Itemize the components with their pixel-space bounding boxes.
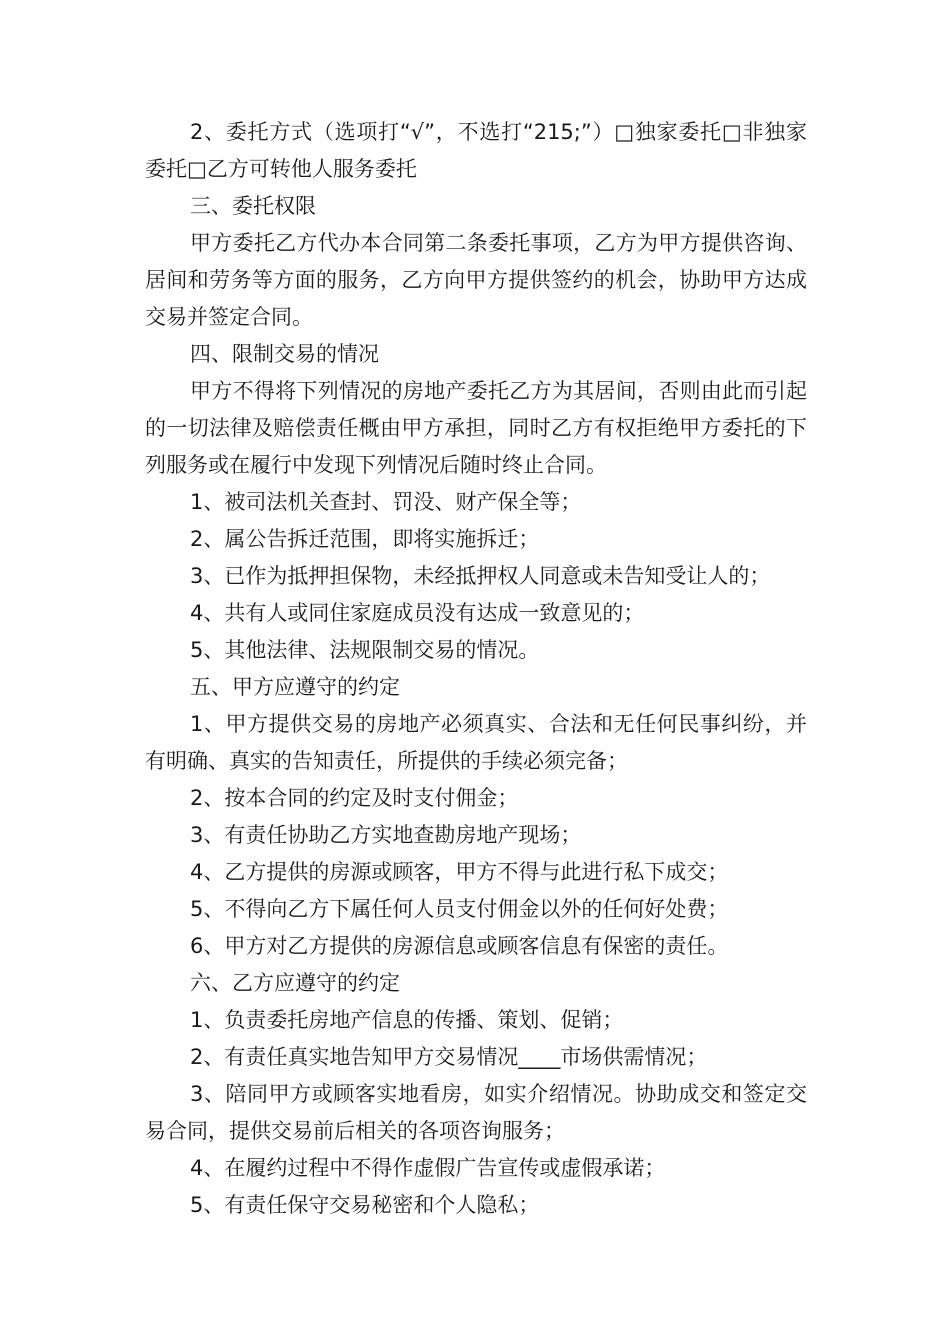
list-item: 5、有责任保守交易秘密和个人隐私； xyxy=(190,1193,540,1217)
list-item: 4、共有人或同住家庭成员没有达成一致意见的； xyxy=(190,601,645,625)
list-item: 2、有责任真实地告知甲方交易情况____市场供需情况； xyxy=(190,1045,708,1069)
paragraph-trade-restrictions: 甲方不得将下列情况的房地产委托乙方为其居间，否则由此而引起的一切法律及赔偿责任概由甲方承担，同时乙方有权拒绝甲方委托的下列服务或在履行中发现下列情况后随时终止合同。 xyxy=(145,379,807,477)
list-item: 5、其他法律、法规限制交易的情况。 xyxy=(190,638,540,662)
section-heading-trade-restrictions: 四、限制交易的情况 xyxy=(190,342,379,366)
list-item: 3、已作为抵押担保物，未经抵押权人同意或未告知受让人的； xyxy=(190,564,771,588)
list-item: 1、负责委托房地产信息的传播、策划、促销； xyxy=(190,1008,624,1032)
list-item: 1、甲方提供交易的房地产必须真实、合法和无任何民事纠纷，并有明确、真实的告知责任，所提供的手续必须完备； xyxy=(145,712,807,773)
list-item: 3、有责任协助乙方实地查勘房地产现场； xyxy=(190,823,582,847)
clause-entrust-method: 2、委托方式（选项打“√”，不选打“215;”）□独家委托□非独家委托□乙方可转他人服务委托 xyxy=(145,120,807,181)
list-item: 4、乙方提供的房源或顾客，甲方不得与此进行私下成交； xyxy=(190,860,729,884)
list-item: 2、属公告拆迁范围，即将实施拆迁； xyxy=(190,527,540,551)
list-item: 6、甲方对乙方提供的房源信息或顾客信息有保密的责任。 xyxy=(190,934,729,958)
list-item: 3、陪同甲方或顾客实地看房，如实介绍情况。协助成交和签定交易合同，提供交易前后相关的各项咨询服务； xyxy=(145,1082,807,1143)
list-item: 4、在履约过程中不得作虚假广告宣传或虚假承诺； xyxy=(190,1156,666,1180)
list-item: 1、被司法机关查封、罚没、财产保全等； xyxy=(190,490,582,514)
document-body xyxy=(145,114,807,1224)
list-item: 2、按本合同的约定及时支付佣金； xyxy=(190,786,519,810)
paragraph-entrust-authority: 甲方委托乙方代办本合同第二条委托事项，乙方为甲方提供咨询、居间和劳务等方面的服务，乙方向甲方提供签约的机会，协助甲方达成交易并签定合同。 xyxy=(145,231,807,329)
section-heading-party-a-obligations: 五、甲方应遵守的约定 xyxy=(190,675,400,699)
list-item: 5、不得向乙方下属任何人员支付佣金以外的任何好处费； xyxy=(190,897,729,921)
section-heading-party-b-obligations: 六、乙方应遵守的约定 xyxy=(190,971,400,995)
section-heading-entrust-authority: 三、委托权限 xyxy=(190,194,316,218)
